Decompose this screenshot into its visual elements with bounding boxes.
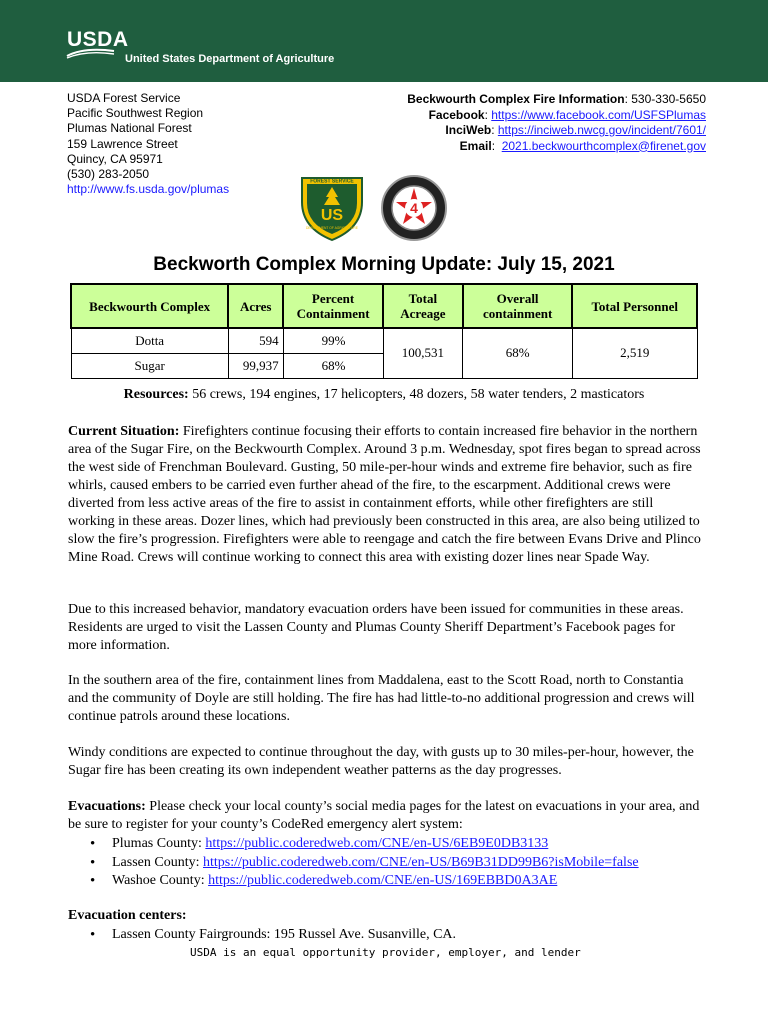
seal-number: 4 [410,200,418,216]
county-label: Plumas County: [112,836,206,851]
facebook-label: Facebook [428,107,485,122]
resources-line [0,387,768,403]
column-header: Overall containment [463,284,573,328]
evacuations-text: Please check your local county’s social media pages for the latest on evacuations in your area, and be sure to register for your county’s CodeRed emergency alert system: [68,799,700,832]
address-line: Plumas National Forest [67,121,192,136]
percent-cell: 68% [283,353,383,378]
evacuation-centers-heading [68,907,703,925]
column-header: Beckwourth Complex [71,284,228,328]
current-situation-label: Current Situation: [68,424,180,439]
list-item: • Lassen County Fairgrounds: 195 Russel Ave. Susanville, CA. [90,926,456,945]
acres-cell: 99,937 [228,353,283,378]
shield-bottom-text: DEPARTMENT OF AGRICULTURE [306,226,358,230]
fire-info-line [407,92,706,108]
email-label: Email [459,138,492,153]
address-line: Pacific Southwest Region [67,106,204,121]
plumas-coderd-link[interactable]: https://public.coderedweb.com/CNE/en-US/6EB9E0DB3133 [205,836,549,851]
incident-management-team-seal-icon [380,174,448,242]
current-situation-paragraph [68,423,703,567]
address-line: USDA Forest Service [67,91,181,105]
address-line: Quincy, CA 95971 [67,151,163,166]
shield-top-text: FOREST SERVICE [310,178,354,185]
total-acreage-cell: 100,531 [383,328,463,378]
list-item [90,854,639,873]
current-situation-text: Firefighters continue focusing their efforts to contain increased fire behavior in the northern area of the Sugar Fire, on the Beckwourth Complex. Around 3 p.m. Wednesday, spot fires began to spread across the west side of Frenchman Boulevard. Gusting, 50 mile-per-hour winds and extreme fire behavior, such as fire whirls, caused embers to be carried even further ahead of the fire, to the escarpment. Additional crews were diverted from less active areas of the fire to assist in containment efforts, while other firefighters are still working in these areas. Dozer lines, which had previously been constructed in this area, are also being utilized to slow the fire’s progression. Firefighters were able to reengage and catch the fire between Evans Drive and Plinco Mine Road. Crews will continue working to connect this area with existing dozer lines near Spade Way. [68,424,701,565]
fire-name-cell: Sugar [71,353,228,378]
page-title: Beckworth Complex Morning Update: July 15, 2021 [153,254,615,275]
acres-cell: 594 [228,328,283,353]
department-name: United States Department of Agriculture [125,53,335,65]
contact-block [407,92,706,154]
percent-cell: 99% [283,328,383,353]
fire-stats-table [70,283,698,379]
evacuation-centers-label: Evacuation centers: [68,908,187,923]
fire-name-cell: Dotta [71,328,228,353]
address-block [67,91,229,197]
column-header: Percent Containment [283,284,383,328]
website-link[interactable]: http://www.fs.usda.gov/plumas [67,182,230,197]
forest-service-shield-icon [298,172,366,242]
evacuations-label: Evacuations: [68,799,146,814]
evacuations-paragraph [68,798,703,834]
email-line: Email: 2021.beckwourthcomplex@firenet.gov [459,138,706,153]
evacuation-centers-list [90,926,456,945]
inciweb-link[interactable]: https://inciweb.nwcg.gov/incident/7601/ [497,123,706,137]
overall-containment-cell: 68% [463,328,573,378]
county-label: Lassen County: [112,854,203,870]
county-label: Washoe County: [112,873,209,888]
table-row [71,328,697,353]
washoe-coderd-link[interactable]: https://public.coderedweb.com/CNE/en-US/169EBBD0A3AE [208,873,558,888]
usda-logo: USDA [67,28,129,51]
resources-text: 56 crews, 194 engines, 17 helicopters, 48 dozers, 58 water tenders, 2 masticators [188,387,645,402]
address-line: 159 Lawrence Street [67,136,178,151]
address-line: (530) 283-2050 [67,167,150,182]
column-header: Total Personnel [572,284,697,328]
usda-swoosh-icon [66,47,116,59]
shield-us-text: US [320,207,344,224]
header-banner [0,0,768,82]
footer-statement: USDA is an equal opportunity provider, employer, and lender [190,946,581,959]
inciweb-line: InciWeb: https://inciweb.nwcg.gov/incident/7601/ [445,123,706,137]
list-item [90,835,639,854]
total-personnel-cell: 2,519 [572,328,697,378]
table-header-row [71,284,697,328]
inciweb-label: InciWeb [445,123,492,137]
evacuation-orders-paragraph: Due to this increased behavior, mandatory evacuation orders have been issued for communities in these areas. Residents are urged to visit the Lassen County and Plumas County Sheriff Department’s Facebook pages for more information. [68,602,684,653]
facebook-line: Facebook: https://www.facebook.com/USFSPlumas [428,107,706,122]
list-item [90,872,639,891]
windy-conditions-paragraph: Windy conditions are expected to continue throughout the day, with gusts up to 30 miles-per-hour, however, the Sugar fire has been creating its own independent weather patterns as the day progresses. [68,745,694,778]
resources-label: Resources: [123,387,189,402]
fire-info-label: Beckwourth Complex Fire Information [407,92,625,106]
lassen-coderd-link[interactable]: https://public.coderedweb.com/CNE/en-US/B69B31DD99B6?isMobile=false [203,854,639,870]
coderd-link-list [90,835,639,891]
southern-area-paragraph: In the southern area of the fire, containment lines from Maddalena, east to the Scott Road, north to Constantia and the community of Doyle are still holding. The fire has had little-to-no additional progression and crews will continue patrols around these locations. [68,673,695,724]
column-header: Total Acreage [383,284,463,328]
column-header: Acres [228,284,283,328]
fire-info-phone: : 530-330-5650 [624,92,706,106]
email-link[interactable]: 2021.beckwourthcomplex@firenet.gov [501,138,706,153]
facebook-link[interactable]: https://www.facebook.com/USFSPlumas [491,107,706,122]
